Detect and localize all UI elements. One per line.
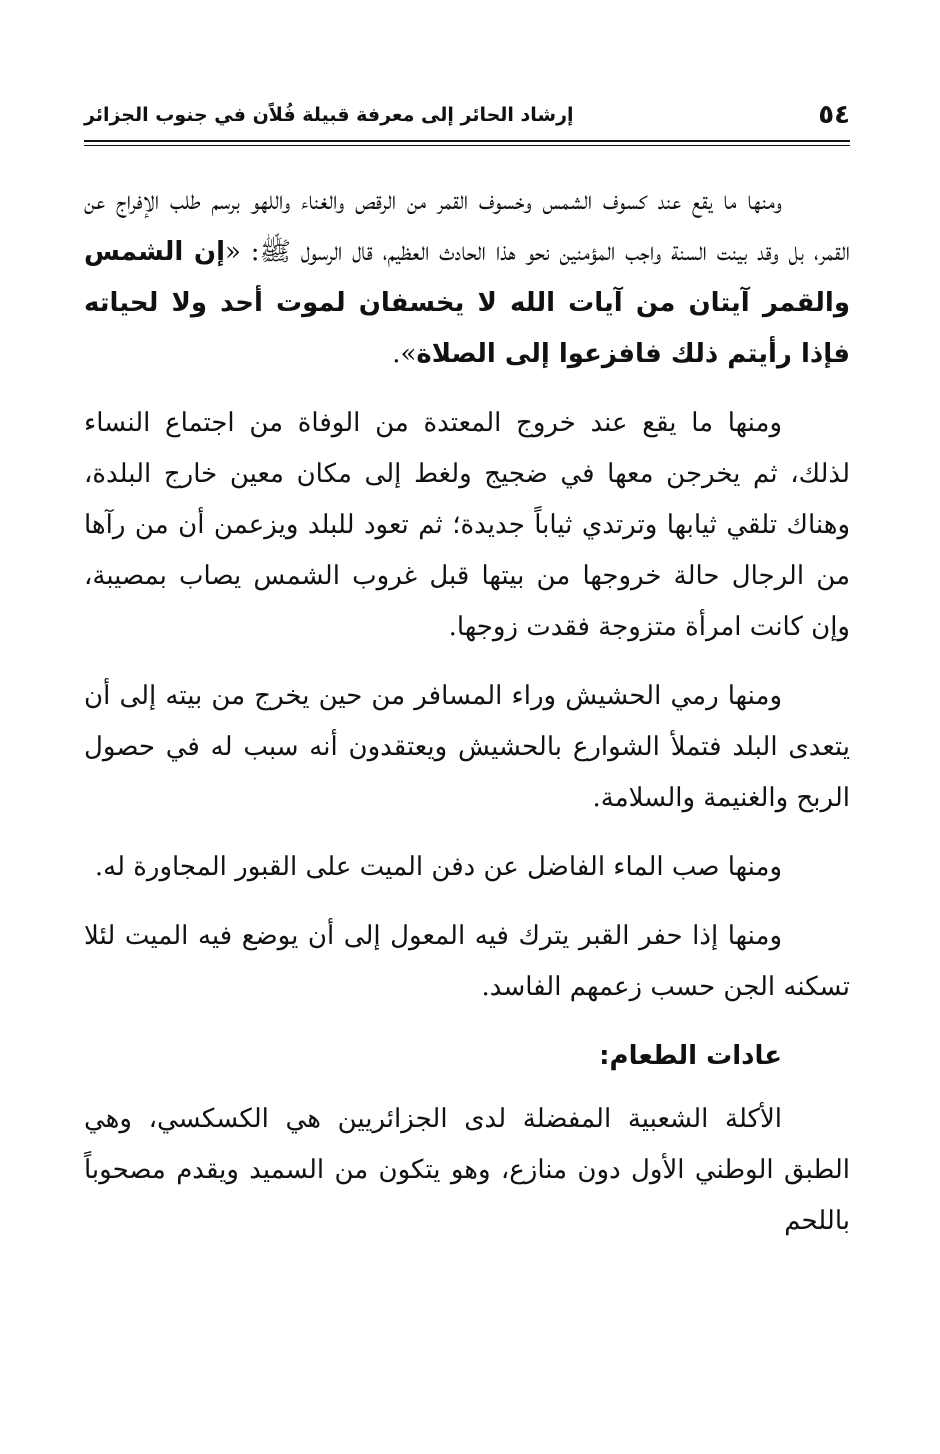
paragraph-eclipse (84, 176, 850, 380)
paragraph-grave: ومنها إذا حفر القبر يترك فيه المعول إلى أن يوضع فيه الميت لئلا تسكنه الجن حسب زعمهم الفاسد. (84, 921, 850, 1002)
paragraph-text: ومنها ما يقع عند كسوف الشمس وخسوف القمر من الرقص والغناء واللهو برسم طلب الإفراج عن القمر، بل وقد بينت السنة واجب المؤمنين نحو هذا الحادث العظيم، قال الرسول ﷺ: « (84, 186, 850, 267)
paragraph-couscous: الأكلة الشعبية المفضلة لدى الجزائريين هي الكسكسي، وهي الطبق الوطني الأول دون منازع، وهو يتكون من السميد ويقدم مصحوباً باللحم (84, 1104, 850, 1236)
paragraph-widow: ومنها ما يقع عند خروج المعتدة من الوفاة من اجتماع النساء لذلك، ثم يخرجن معها في ضجيج ولغط إلى مكان معين خارج البلدة، وهناك تلقي ثيابها وترتدي ثياباً جديدة؛ ثم تعود للبلد ويزعمن أن من رآها من الرجال حالة خروجها من بيتها قبل غروب الشمس يصاب بمصيبة، وإن كانت امرأة متزوجة فقدت زوجها. (84, 408, 851, 642)
paragraph-traveler: ومنها رمي الحشيش وراء المسافر من حين يخرج من بيته إلى أن يتعدى البلد فتملأ الشوارع بالحشيش ويعتقدون أنه سبب له في حصول الربح والغنيمة والسلامة. (84, 681, 850, 813)
page-number: ٥٤ (818, 100, 850, 130)
header-rule-thick (84, 140, 850, 142)
paragraph-water: ومنها صب الماء الفاضل عن دفن الميت على القبور المجاورة له. (94, 852, 782, 882)
header-rule-thin (84, 145, 850, 146)
page-body (84, 176, 850, 1265)
hadith-quote: إن الشمس والقمر آيتان من آيات الله لا يخسفان لموت أحد ولا لحياته فإذا رأيتم ذلك فافزعوا إلى الصلاة (84, 237, 850, 369)
page-header (84, 100, 850, 140)
section-heading: عادات الطعام: (599, 1041, 782, 1071)
running-title: إرشاد الحائر إلى معرفة قبيلة فُلاًن في جنوب الجزائر (84, 104, 574, 126)
paragraph-text-end: ». (392, 339, 417, 369)
